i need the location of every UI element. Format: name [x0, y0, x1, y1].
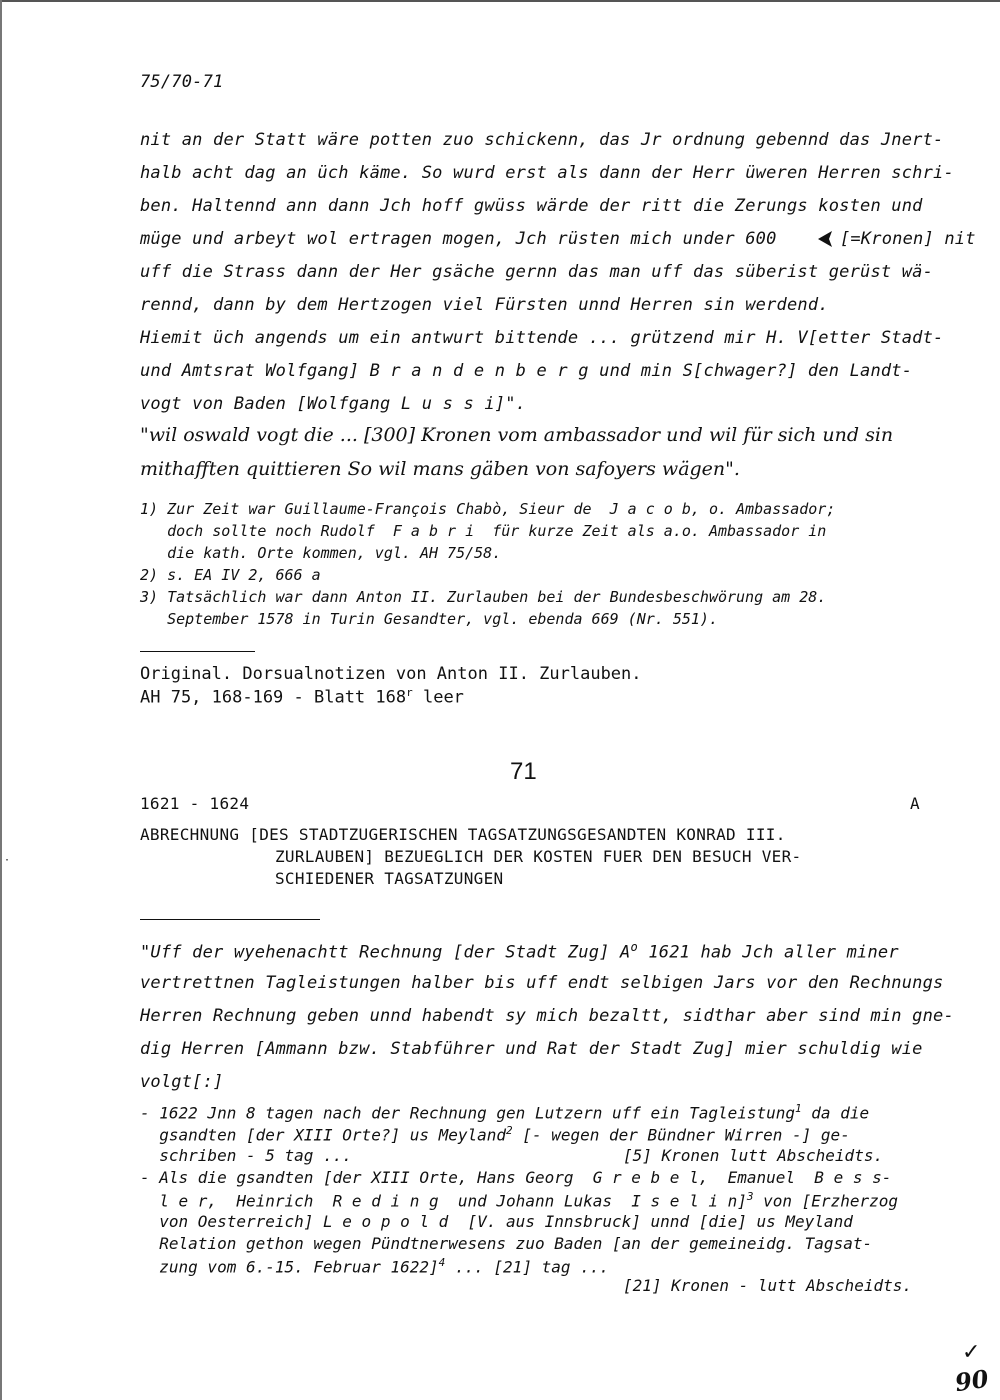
checkmark-icon: ✓: [962, 1340, 981, 1365]
document-date: 1621 - 1624: [140, 794, 250, 813]
footnote-line: 2) s. EA IV 2, 666 a: [140, 566, 321, 584]
entry-text: gsandten [der XIII Orte?] us Meyland: [140, 1125, 507, 1145]
source-line: [140, 686, 464, 708]
footnote-marker: 4: [438, 1256, 446, 1269]
scan-border-left: [0, 0, 2, 1400]
document-number: 71: [510, 758, 537, 785]
body-line: ben. Haltennd ann dann Jch hoff gwüss wärde der ritt die Zerungs kosten und: [140, 196, 923, 216]
entry-text: - 1622 Jnn 8 tagen nach der Rechnung gen Lutzern uff ein Tagleistung: [140, 1103, 796, 1123]
triangle-left-icon: [815, 229, 835, 249]
handwritten-page-number: 90: [953, 1363, 991, 1398]
entry-text: da die: [801, 1103, 870, 1123]
divider: [140, 651, 255, 652]
body-line: uff die Strass dann der Her gsäche gernn das man uff das süberist gerüst wä-: [140, 262, 934, 282]
script-line: "wil oswald vogt die ... [300] Kronen vom ambassador und wil für sich und sin: [140, 424, 894, 446]
document-letter: A: [910, 794, 920, 813]
entry-line: [140, 1256, 609, 1276]
quote-text: 1621 hab Jch aller miner: [637, 942, 899, 963]
source-text: leer: [412, 687, 464, 708]
body-line: halb acht dag an üch käme. So wurd erst als dann der Herr üweren Herren schri-: [140, 163, 954, 183]
footnote-line: doch sollte noch Rudolf F a b r i für kurze Zeit als a.o. Ambassador in: [140, 522, 827, 540]
source-line: Original. Dorsualnotizen von Anton II. Zurlauben.: [140, 664, 642, 684]
body-line: nit an der Statt wäre potten zuo schickenn, das Jr ordnung gebennd das Jnert-: [140, 130, 944, 150]
quote-line: Herren Rechnung geben unnd habendt sy mich bezaltt, sidthar aber sind min gne-: [140, 1006, 954, 1026]
footnote-line: September 1578 in Turin Gesandter, vgl. ebenda 669 (Nr. 551).: [140, 610, 718, 628]
footnote-marker: 3: [746, 1190, 754, 1203]
entry-line: - Als die gsandten [der XIII Orte, Hans Georg G r e b e l, Emanuel B e s s-: [140, 1168, 892, 1187]
footnote-line: 1) Zur Zeit war Guillaume-François Chabò, Sieur de J a c o b, o. Ambassador;: [140, 500, 836, 518]
entry-line: [140, 1102, 869, 1122]
entry-line: [140, 1124, 850, 1144]
entry-line: schriben - 5 tag ...: [140, 1146, 352, 1165]
entry-amount: [5] Kronen lutt Abscheidts.: [623, 1146, 884, 1165]
script-line: mithafften quittieren So wil mans gäben von safoyers wägen".: [140, 458, 740, 480]
divider: [140, 919, 320, 920]
entry-amount: [21] Kronen - lutt Abscheidts.: [623, 1276, 912, 1295]
entry-text: von [Erzherzog: [753, 1191, 898, 1211]
page-reference: 75/70-71: [140, 72, 224, 92]
quote-line: [140, 940, 899, 963]
entry-text: l e r, Heinrich R e d i n g und Johann Lukas I s e l i n]: [140, 1191, 747, 1211]
body-line: und Amtsrat Wolfgang] B r a n d e n b e r g und min S[chwager?] den Landt-: [140, 361, 913, 381]
source-superscript: r: [406, 686, 413, 699]
scan-border-top: [0, 0, 1000, 2]
entry-line: von Oesterreich] L e o p o l d [V. aus Innsbruck] unnd [die] us Meyland: [140, 1212, 853, 1231]
footnote-line: die kath. Orte kommen, vgl. AH 75/58.: [140, 544, 502, 562]
footnote-marker: 1: [795, 1102, 802, 1115]
entry-text: ... [21] tag ...: [445, 1257, 610, 1277]
entry-line: [140, 1190, 898, 1210]
body-line: vogt von Baden [Wolfgang L u s s i]".: [140, 394, 527, 414]
quote-line: vertrettnen Tagleistungen halber bis uff endt selbigen Jars vor den Rechnungs: [140, 973, 944, 993]
quote-superscript: o: [630, 940, 638, 954]
footnote-marker: 2: [506, 1124, 513, 1137]
body-line: Hiemit üch angends um ein antwurt bittende ... grützend mir H. V[etter Stadt-: [140, 328, 944, 348]
document-title-line: SCHIEDENER TAGSATZUNGEN: [275, 869, 504, 888]
body-line: rennd, dann by dem Hertzogen viel Fürsten unnd Herren sin werdend.: [140, 295, 829, 315]
margin-dot: ·: [4, 855, 11, 866]
entry-line: Relation gethon wegen Pündtnerwesens zuo Baden [an der gemeineidg. Tagsat-: [140, 1234, 873, 1253]
quote-line: dig Herren [Ammann bzw. Stabführer und Rat der Stadt Zug] mier schuldig wie: [140, 1039, 923, 1059]
document-title-line: ZURLAUBEN] BEZUEGLICH DER KOSTEN FUER DEN BESUCH VER-: [275, 847, 802, 866]
footnote-line: 3) Tatsächlich war dann Anton II. Zurlauben bei der Bundesbeschwörung am 28.: [140, 588, 827, 606]
quote-line: volgt[:]: [140, 1072, 224, 1092]
quote-text: "Uff der wyehenachtt Rechnung [der Stadt Zug] A: [140, 942, 631, 963]
entry-text: zung vom 6.-15. Februar 1622]: [140, 1257, 439, 1277]
body-line-crown-note: [=Kronen] nit: [840, 229, 976, 249]
body-line: müge und arbeyt wol ertragen mogen, Jch rüsten mich under 600: [140, 229, 777, 249]
source-text: AH 75, 168-169 - Blatt 168: [140, 687, 407, 708]
document-title-line: ABRECHNUNG [DES STADTZUGERISCHEN TAGSATZUNGSGESANDTEN KONRAD III.: [140, 825, 786, 844]
entry-text: [- wegen der Bündner Wirren -] ge-: [512, 1125, 850, 1145]
